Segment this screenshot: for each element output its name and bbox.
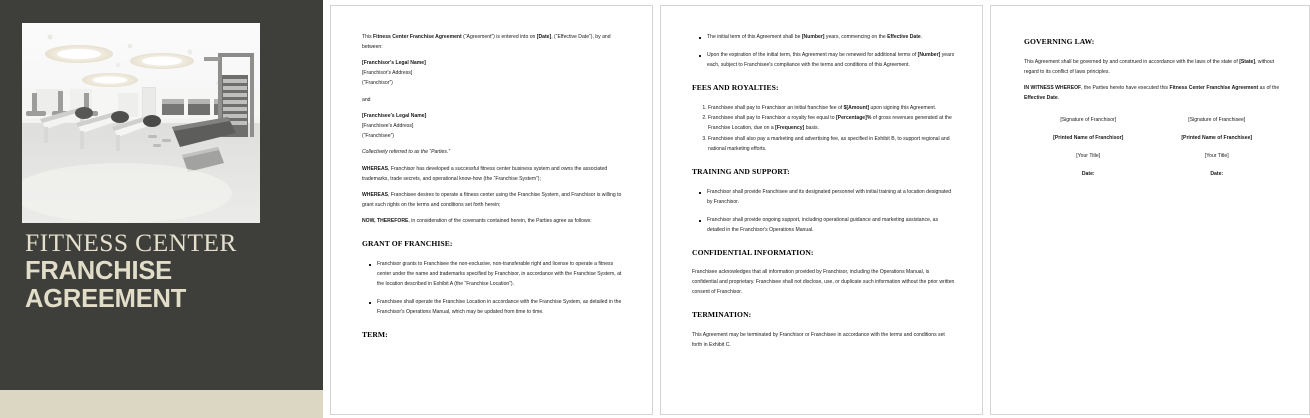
list-item: Franchisor shall provide Franchisee and its designated personnel with initial training at a location designated by Franchisor.: [707, 188, 955, 208]
intro-paragraph: This Fitness Center Franchise Agreement (“Agreement”) is entered into on [Date], (“Effective Date”), by and between:: [362, 34, 611, 50]
cover-title-line-1: FITNESS CENTER: [25, 228, 237, 257]
signature-column-franchisor: [1024, 117, 1153, 190]
governing-law-text: This Agreement shall be governed by and construed in accordance with the laws of the state of [State], without regard to its conflict of laws principles.: [1024, 58, 1275, 75]
franchisor-name: [Franchisor's Legal Name]: [362, 60, 426, 67]
heading-governing-law: GOVERNING LAW:: [1024, 37, 1095, 46]
franchisee-name: [Franchisee's Legal Name]: [362, 113, 427, 120]
document-page-2: [330, 5, 653, 415]
title-line: [Your Title]: [1076, 153, 1101, 160]
title-line: [Your Title]: [1204, 153, 1229, 160]
list-item: Franchisee shall operate the Franchise Location in accordance with the Franchise System, as detailed in the Franchisor's Operations Manual, which may be updated from time to time.: [377, 298, 625, 318]
heading-termination: TERMINATION:: [692, 310, 752, 320]
heading-fees-and-royalties: FEES AND ROYALTIES:: [692, 82, 779, 92]
training-and-support-list: [692, 188, 955, 236]
heading-grant-of-franchise: GRANT OF FRANCHISE:: [362, 239, 453, 249]
list-item: Upon the expiration of the initial term, this Agreement may be renewed for additional terms of [Number] years each, subject to Franchisee's compliance with the terms and conditions of this Agreement.: [707, 51, 955, 71]
cover-page: [0, 0, 323, 418]
franchisor-address: [Franchisor's Address]: [362, 70, 413, 77]
signature-column-franchisee: [1153, 117, 1282, 190]
heading-confidential-information: CONFIDENTIAL INFORMATION:: [692, 247, 814, 257]
list-item: 2. Franchisee shall pay to Franchisor a royalty fee equal to [Percentage]% of gross revenues generated at the Franchise Location, due on a [Frequency] basis.: [708, 114, 955, 134]
fitness-center-interior-photo: [22, 23, 260, 223]
whereas-clause-2: WHEREAS, Franchisee desires to operate a fitness center using the Franchise System, and Franchisor is willing to grant such rights on the terms and conditions set forth herein;: [362, 192, 622, 208]
document-page-3: [660, 5, 983, 415]
date-line: Date:: [1081, 171, 1095, 178]
franchisee-address: [Franchisee's Address]: [362, 122, 414, 129]
grant-of-franchise-list: [362, 260, 625, 318]
parties-line: Collectively referred to as the “Parties.”: [362, 149, 451, 156]
printed-name-line: [Printed Name of Franchisor]: [1053, 135, 1124, 142]
list-item: Franchisor shall provide ongoing support, including operational guidance and marketing assistance, as detailed in the Franchisor's Operations Manual.: [707, 216, 955, 236]
heading-term: TERM:: [362, 329, 388, 339]
cover-title-line-2: FRANCHISE: [25, 256, 172, 285]
heading-training-and-support: TRAINING AND SUPPORT:: [692, 167, 790, 177]
cover-title-block: [25, 229, 313, 314]
term-list: [692, 33, 955, 71]
document-page-4: [990, 5, 1310, 415]
list-item: The initial term of this Agreement shall be [Number] years, commencing on the Effective Date.: [707, 33, 955, 43]
cover-title-line-3: AGREEMENT: [25, 285, 187, 314]
franchisee-quoted: (“Franchisee”): [362, 132, 394, 139]
termination-text: This Agreement may be terminated by Franchisor or Franchisee in accordance with the terms and conditions set forth in Exhibit C.: [692, 332, 945, 348]
list-item: 3. Franchisee shall also pay a marketing and advertising fee, as specified in Exhibit B, to support regional and national marketing efforts.: [708, 135, 955, 155]
confidential-information-text: Franchisee acknowledges that all information provided by Franchisor, including the Operations Manual, is confidential and proprietary. Franchisee shall not disclose, use, or duplicate such information without the prior written consent of Franchisor.: [692, 269, 955, 296]
and-connector: and: [362, 96, 371, 103]
list-item: Franchisor grants to Franchisee the non-exclusive, non-transferable right and license to operate a fitness center under the name and trademarks specified by Franchisor, in accordance with the Franchise System, at the location described in Exhibit A (the “Franchise Location”).: [377, 260, 625, 290]
whereas-clause-1: WHEREAS, Franchisor has developed a successful fitness center business system and owns the associated trademarks, trade secrets, and operational know-how (the “Franchise System”);: [362, 165, 608, 182]
franchisor-quoted: (“Franchisor”): [362, 80, 393, 87]
cover-footer-band: [0, 390, 323, 418]
fees-and-royalties-list: [692, 104, 955, 156]
signature-block: [1024, 117, 1281, 190]
witness-clause: IN WITNESS WHEREOF, the Parties hereto have executed this Fitness Center Franchise Agreement as of the Effective Date.: [1024, 85, 1280, 102]
now-therefore-clause: NOW, THEREFORE, in consideration of the covenants contained herein, the Parties agree as follows:: [362, 218, 592, 225]
signature-line: [Signature of Franchisee]: [1188, 116, 1246, 123]
list-item: 1. Franchisee shall pay to Franchisor an initial franchise fee of $[Amount] upon signing this Agreement.: [708, 104, 955, 114]
printed-name-line: [Printed Name of Franchisee]: [1181, 135, 1253, 142]
signature-line: [Signature of Franchisor]: [1060, 116, 1117, 123]
date-line: Date:: [1210, 171, 1224, 178]
